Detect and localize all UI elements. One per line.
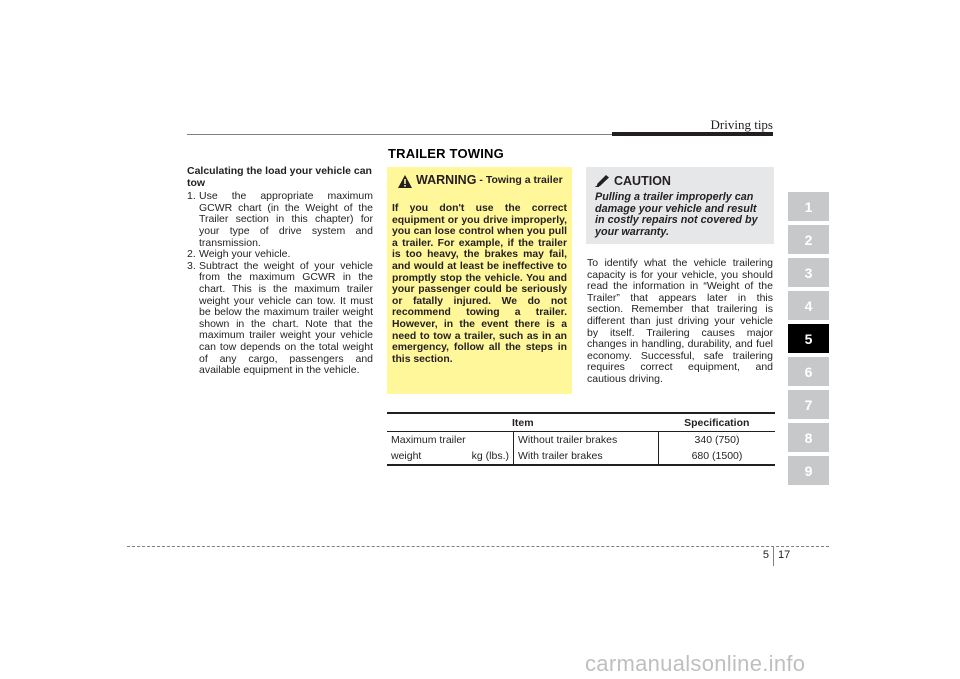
page-header-title: Driving tips	[710, 117, 773, 132]
warning-subtitle: - Towing a trailer	[479, 174, 563, 186]
left-column	[187, 166, 373, 377]
row-label-weight: weight	[391, 450, 422, 462]
header-rule-accent	[612, 132, 773, 136]
right-paragraph: To identify what the vehicle trailering capacity is for your vehicle, you should read the information in “Weight of the Trailer” that appears later in this section. Remember that trailering is different than just driving your vehicle by itself. Trailering causes major changes in handling, durability, and fuel economy. Successful, safe trailering requires correct equipment, and cautious driving.	[587, 257, 773, 385]
caution-header	[595, 173, 766, 189]
row-label	[387, 448, 514, 465]
warning-box	[387, 167, 572, 394]
chapter-tab-4[interactable]: 4	[788, 291, 829, 320]
warning-header	[392, 173, 567, 203]
step-item	[187, 261, 373, 377]
step-number: 1.	[187, 190, 196, 203]
chapter-tab-2[interactable]: 2	[788, 225, 829, 254]
chapter-tabs	[788, 192, 829, 489]
section-heading: TRAILER TOWING	[388, 146, 504, 161]
step-text: Subtract the weight of your vehicle from the maximum GCWR in the chart. This is the maximum trailer weight your vehicle can tow. It must be below the maximum trailer weight shown in the chart. Note that the maximum trailer weight your vehicle can tow depends on the total weight of any cargo, passengers and available equipment in the vehicle.	[199, 259, 373, 377]
step-item	[187, 249, 373, 261]
caution-label: CAUTION	[614, 174, 671, 188]
watermark-text: carmanualsonline.info	[585, 651, 806, 676]
row-label: Maximum trailer	[387, 432, 514, 449]
pencil-icon	[595, 175, 609, 187]
row-label-unit: kg (lbs.)	[471, 450, 509, 462]
row-condition: With trailer brakes	[514, 448, 659, 465]
chapter-tab-6[interactable]: 6	[788, 357, 829, 386]
table-row	[387, 448, 775, 465]
warning-triangle-icon	[398, 175, 412, 188]
chapter-tab-3[interactable]: 3	[788, 258, 829, 287]
row-value: 340 (750)	[694, 434, 740, 446]
chapter-tab-9[interactable]: 9	[788, 456, 829, 485]
footer-rule	[127, 546, 829, 547]
step-text: Weigh your vehicle.	[199, 248, 291, 261]
step-number: 3.	[187, 259, 196, 272]
table-row	[387, 432, 775, 449]
chapter-tab-7[interactable]: 7	[788, 390, 829, 419]
step-number: 2.	[187, 248, 196, 261]
step-text: Use the appropriate maximum GCWR chart (in the Weight of the Trailer section in this chapter) for your type of drive system and transmission.	[199, 190, 373, 249]
caution-box	[586, 167, 774, 244]
item-header: Item	[387, 413, 659, 432]
footer-chapter-number: 5	[762, 549, 769, 561]
step-item	[187, 191, 373, 249]
row-value: 680 (1500)	[659, 448, 776, 465]
chapter-tab-8[interactable]: 8	[788, 423, 829, 452]
chapter-tab-1[interactable]: 1	[788, 192, 829, 221]
footer-page-number: 17	[778, 549, 791, 561]
caution-body: Pulling a trailer improperly can damage your vehicle and result in costly repairs not covered by your warranty.	[595, 191, 758, 238]
spec-header: Specification	[659, 413, 776, 432]
row-condition: Without trailer brakes	[514, 432, 659, 449]
table-header-row	[387, 413, 775, 432]
warning-body: If you don't use the correct equipment or you drive improperly, you can lose control when you pull a trailer. For example, if the trailer is too heavy, the brakes may fail, and would at least be ineffective to promptly stop the vehicle. You and your passenger could be seriously or fatally injured. We do not recommend towing a trailer. However, in the event there is a need to tow a trailer, such as in an emergency, follow all the steps in this section.	[392, 203, 567, 365]
footer-divider	[773, 546, 774, 566]
chapter-tab-5[interactable]: 5	[788, 324, 829, 353]
specification-table	[387, 412, 775, 466]
left-subheading: Calculating the load your vehicle can tow	[187, 165, 372, 189]
warning-label: WARNING	[416, 173, 477, 187]
